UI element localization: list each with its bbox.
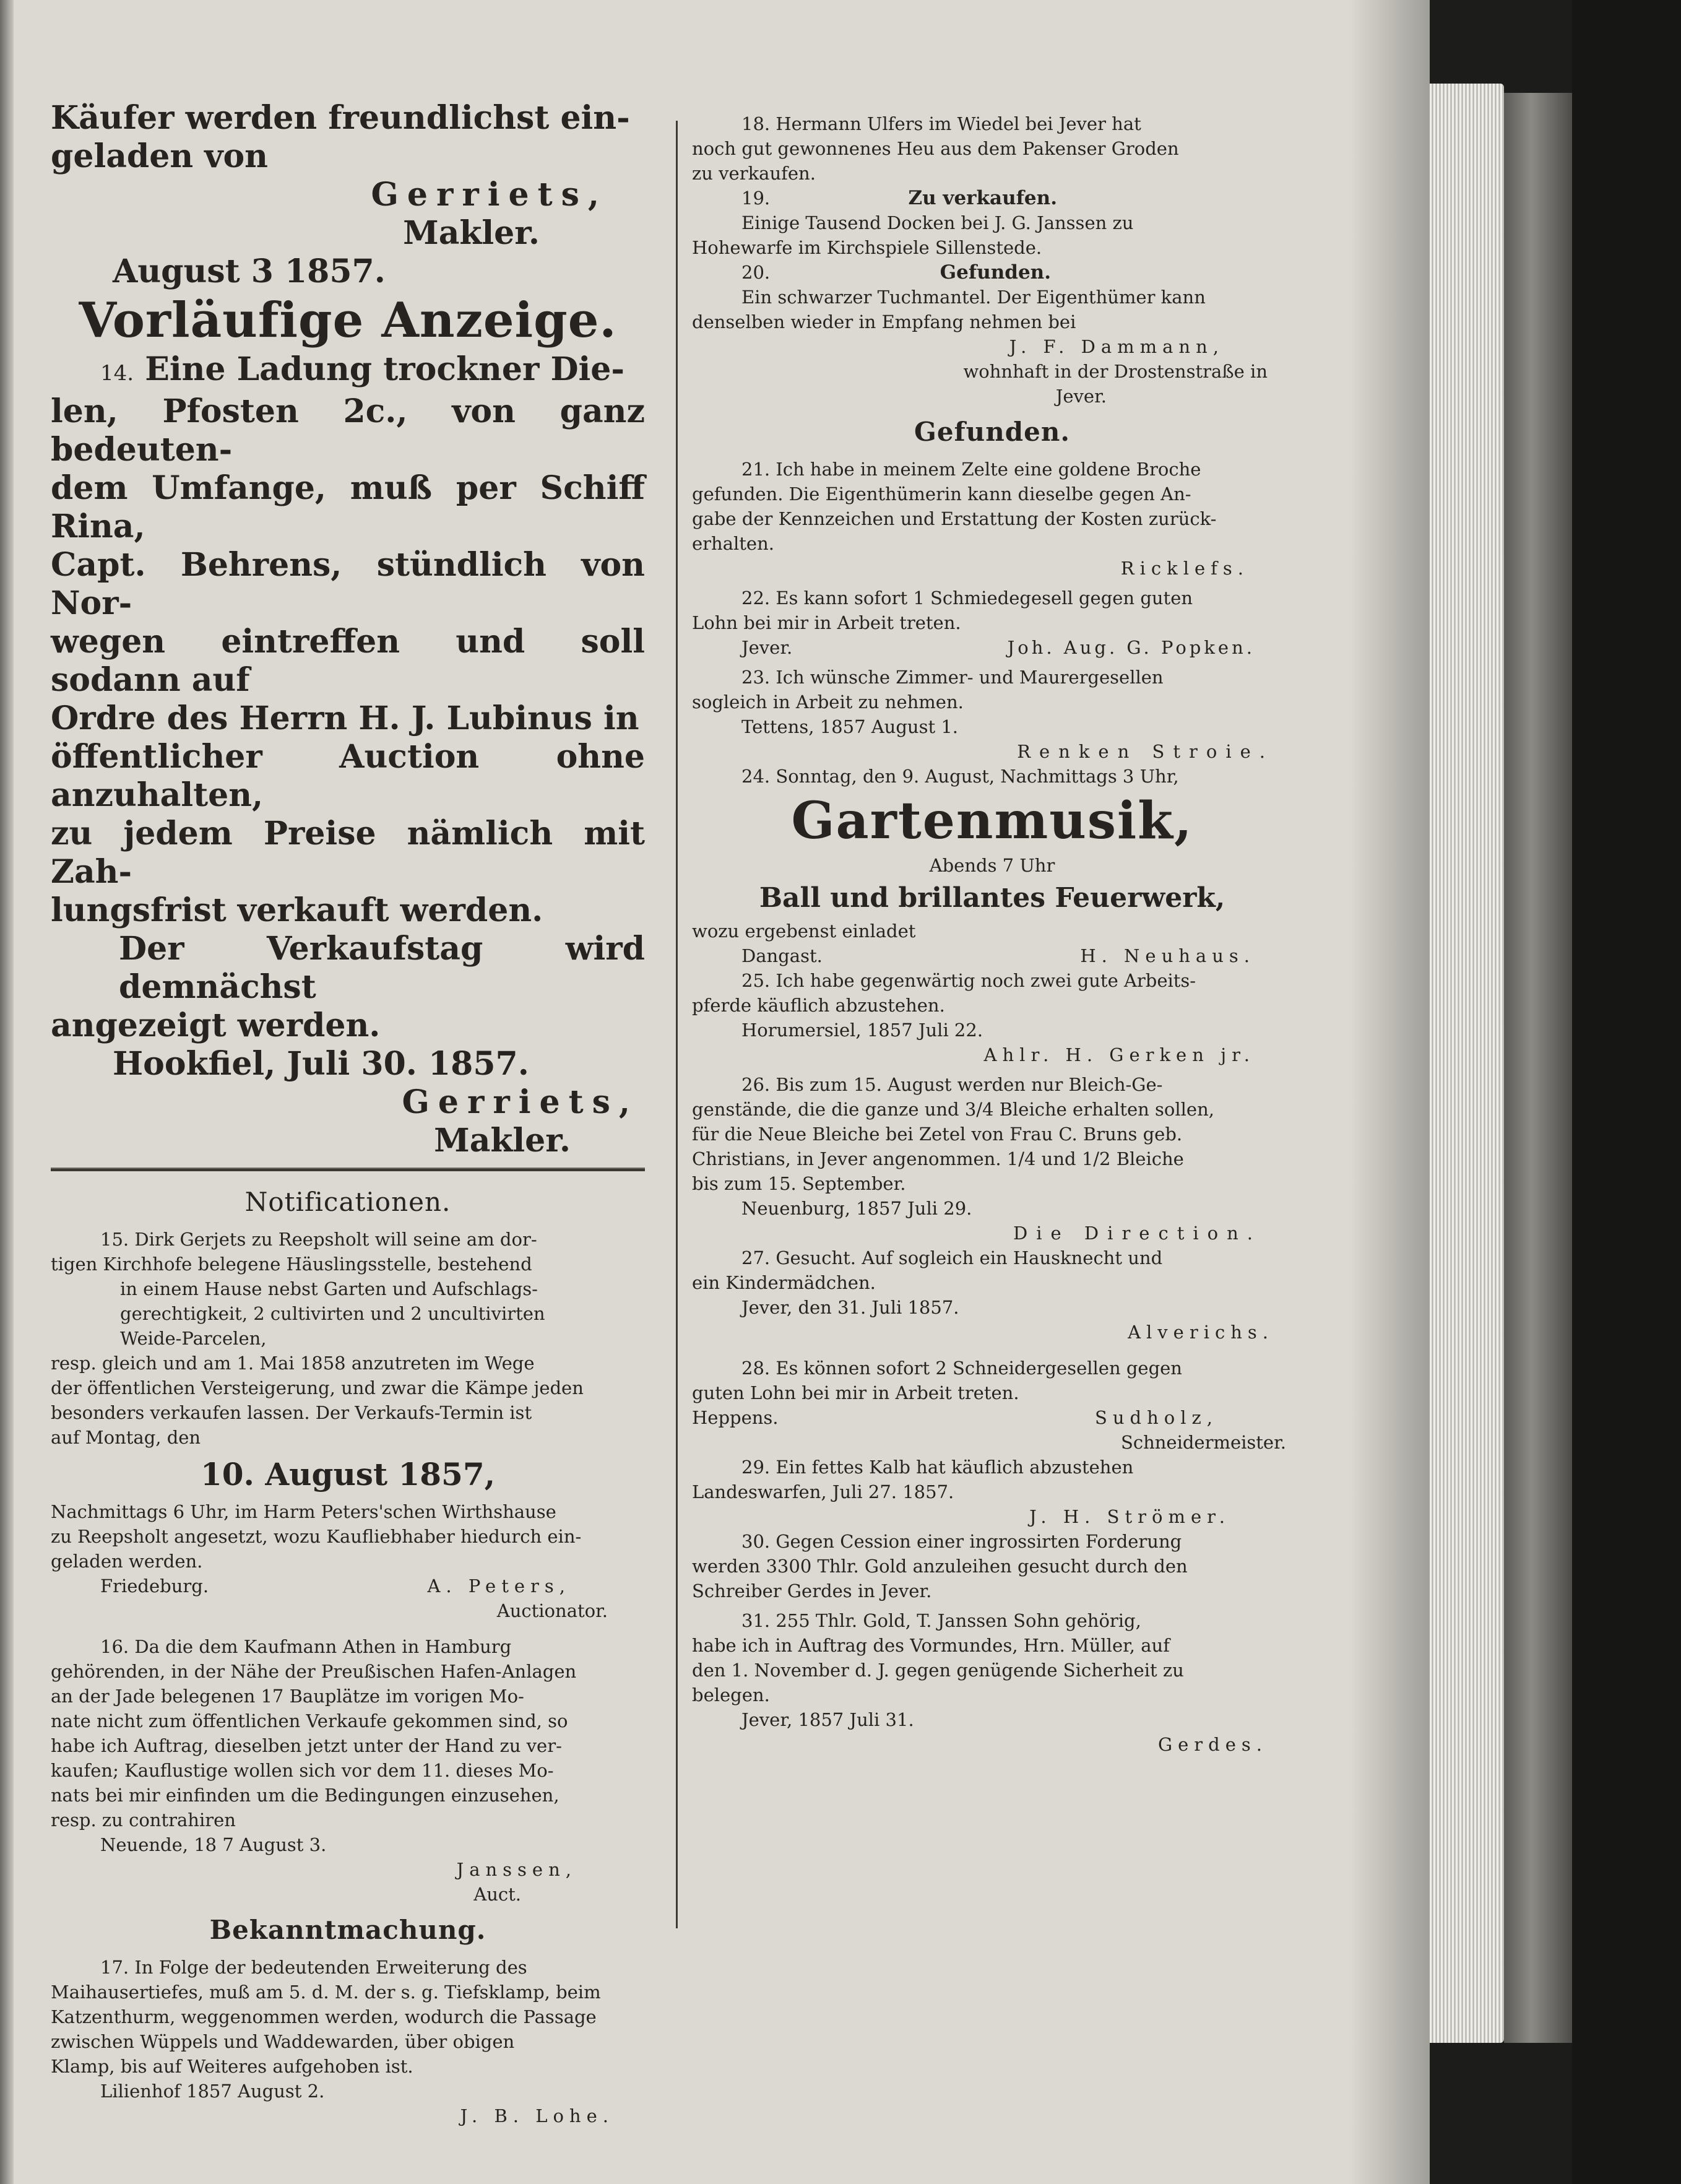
n19-line-2: Hohewarfe im Kirchspiele Sillenstede. [692, 237, 1042, 258]
n26-line-3: für die Neue Bleiche bei Zetel von Frau C. Bruns geb. [692, 1124, 1183, 1145]
n15-line-4: gerechtigkeit, 2 cultivirten und 2 uncultivirten [120, 1303, 545, 1324]
n20-heading: Gefunden. [940, 261, 1051, 284]
n30-line-2: werden 3300 Thlr. Gold anzuleihen gesucht durch den [692, 1556, 1188, 1577]
n16-line-4: nate nicht zum öffentlichen Verkaufe gekommen sind, so [51, 1710, 568, 1731]
n23-place-date: Tettens, 1857 August 1. [741, 716, 959, 737]
n17-place-date: Lilienhof 1857 August 2. [100, 2081, 325, 2102]
n27-signature: Alverichs. [1128, 1322, 1274, 1343]
n15-line-12: geladen werden. [51, 1551, 203, 1572]
broker-title: Makler. [403, 214, 540, 252]
n15-line-8: besonders verkaufen lassen. Der Verkaufs-Termin ist [51, 1402, 532, 1423]
n26-line-5: bis zum 15. September. [692, 1173, 906, 1194]
gutter-shadow [1349, 0, 1430, 2184]
n28-signature-row [692, 1405, 1292, 1430]
n21-line-3: gabe der Kennzeichen und Erstattung der Kosten zurück- [692, 508, 1217, 529]
n16-line-5: habe ich Auftrag, dieselben jetzt unter der Hand zu ver- [51, 1735, 562, 1756]
n27-place-date: Jever, den 31. Juli 1857. [741, 1297, 959, 1318]
n16-line-6: kaufen; Kauflustige wollen sich vor dem 11. dieses Mo- [51, 1760, 554, 1781]
n14-number: 14. [100, 361, 134, 386]
n15-signature-title: Auctionator. [496, 1600, 608, 1621]
n28-place: Heppens. [692, 1407, 779, 1428]
n14-line-11: angezeigt werden. [51, 1007, 381, 1044]
notice-date: August 3 1857. [113, 253, 386, 290]
broker-name: Gerriets, [371, 176, 608, 214]
n29-line-1: 29. Ein fettes Kalb hat käuflich abzustehen [741, 1457, 1134, 1478]
n20-line-1: Ein schwarzer Tuchmantel. Der Eigenthümer kann [741, 287, 1206, 308]
n25-place-date: Horumersiel, 1857 Juli 22. [741, 1020, 983, 1041]
n26-line-2: genstände, die die ganze und 3/4 Bleiche erhalten sollen, [692, 1099, 1214, 1120]
n14-line-5: wegen eintreffen und soll sodann auf [51, 623, 645, 699]
n17-line-2: Maihausertiefes, muß am 5. d. M. der s. g. Tiefsklamp, beim [51, 1982, 601, 2003]
n29-line-2: Landeswarfen, Juli 27. 1857. [692, 1481, 954, 1502]
n14-text-1: Eine Ladung trockner Die- [145, 350, 624, 388]
n24-place: Dangast. [741, 945, 823, 966]
n26-place-date: Neuenburg, 1857 Juli 29. [741, 1198, 972, 1219]
n16-line-8: resp. zu contrahiren [51, 1809, 236, 1831]
n26-signature: Die Direction. [1013, 1223, 1261, 1244]
n14-signature-title: Makler. [434, 1122, 571, 1159]
n31-signature: Gerdes. [1157, 1734, 1268, 1755]
n31-line-4: belegen. [692, 1684, 770, 1705]
n24-ball-feuerwerk: Ball und brillantes Feuerwerk, [759, 882, 1225, 914]
n24-line-4: wozu ergebenst einladet [692, 921, 916, 942]
n18-line-3: zu verkaufen. [692, 163, 816, 184]
n15-signature-row [51, 1574, 645, 1598]
n16-signature: Janssen, [456, 1859, 577, 1880]
n24-line-1: 24. Sonntag, den 9. August, Nachmittags 3 Uhr, [741, 766, 1179, 787]
n20-line-2: denselben wieder in Empfang nehmen bei [692, 311, 1076, 332]
n14-line-9: lungsfrist verkauft werden. [51, 891, 543, 929]
n20-heading-row [692, 260, 1292, 285]
n24-signature-row [692, 943, 1292, 968]
n18-line-1: 18. Hermann Ulfers im Wiedel bei Jever hat [741, 113, 1141, 134]
n15-line-1: 15. Dirk Gerjets zu Reepsholt will seine am dor- [100, 1229, 537, 1250]
n15-line-11: zu Reepsholt angesetzt, wozu Kaufliebhaber hiedurch ein- [51, 1526, 582, 1547]
n28-line-1: 28. Es können sofort 2 Schneidergesellen gegen [741, 1358, 1182, 1379]
n14-line-4: Capt. Behrens, stündlich von Nor- [51, 546, 645, 622]
n16-line-1: 16. Da die dem Kaufmann Athen in Hamburg [100, 1636, 512, 1657]
intro-line-2: geladen von [51, 137, 268, 175]
n28-line-2: guten Lohn bei mir in Arbeit treten. [692, 1382, 1019, 1403]
n15-line-5: Weide-Parcelen, [120, 1328, 267, 1349]
section-title-bekanntmachung: Bekanntmachung. [209, 1915, 486, 1945]
column-divider [676, 121, 678, 1928]
n15-line-3: in einem Hause nebst Garten und Aufschlags- [120, 1278, 538, 1299]
n21-line-2: gefunden. Die Eigenthümerin kann dieselbe gegen An- [692, 483, 1191, 505]
n14-signature: Gerriets, [402, 1083, 639, 1121]
n20-line-4: Jever. [1055, 386, 1107, 407]
n24-signature: H. Neuhaus. [1080, 945, 1255, 966]
page-edge-shadow [0, 0, 14, 2184]
n19-heading-row [692, 186, 1292, 210]
n22-place: Jever. [741, 637, 793, 658]
n17-signature: J. B. Lohe. [460, 2105, 614, 2126]
n31-line-3: den 1. November d. J. gegen genügende Sicherheit zu [692, 1660, 1184, 1681]
headline-vorlaeufige-anzeige: Vorläufige Anzeige. [79, 292, 617, 349]
right-column [692, 111, 1292, 1757]
n23-line-1: 23. Ich wünsche Zimmer- und Maurergesellen [741, 667, 1164, 688]
n22-signature: Joh. Aug. G. Popken. [1007, 637, 1255, 658]
n14-line-6: Ordre des Herrn H. J. Lubinus in [51, 700, 639, 737]
section-title-gefunden: Gefunden. [914, 417, 1070, 447]
n15-signature: A. Peters, [427, 1575, 571, 1597]
n17-line-3: Katzenthurm, weggenommen werden, wodurch die Passage [51, 2006, 597, 2027]
n31-line-1: 31. 255 Thlr. Gold, T. Janssen Sohn gehörig, [741, 1610, 1141, 1631]
n28-signature: Sudholz, [1094, 1407, 1218, 1428]
n26-line-4: Christians, in Jever angenommen. 1/4 und 1/2 Bleiche [692, 1148, 1184, 1169]
intro-line-1: Käufer werden freundlichst ein- [51, 99, 630, 137]
n25-signature: Ahlr. H. Gerken jr. [983, 1044, 1255, 1065]
n21-line-4: erhalten. [692, 533, 774, 554]
n17-line-5: Klamp, bis auf Weiteres aufgehoben ist. [51, 2056, 413, 2077]
n14-line-8: zu jedem Preise nämlich mit Zah- [51, 815, 645, 891]
n15-line-9: auf Montag, den [51, 1427, 201, 1448]
n20-number: 20. [741, 262, 771, 283]
n31-place-date: Jever, 1857 Juli 31. [741, 1709, 914, 1730]
n30-line-1: 30. Gegen Cession einer ingrossirten Forderung [741, 1531, 1182, 1552]
left-column [51, 99, 645, 2128]
n14-line-2: len, Pfosten 2c., von ganz bedeuten- [51, 392, 645, 469]
n21-signature: Ricklefs. [1120, 558, 1249, 579]
n15-line-10: Nachmittags 6 Uhr, im Harm Peters'schen Wirthshause [51, 1501, 556, 1522]
n14-line-10: Der Verkaufstag wird demnächst [119, 930, 645, 1006]
book-page-edges [1430, 84, 1504, 2043]
n22-line-1: 22. Es kann sofort 1 Schmiedegesell gegen guten [741, 587, 1193, 609]
n16-line-7: nats bei mir einfinden um die Bedingungen einzusehen, [51, 1785, 560, 1806]
n24-line-2: Abends 7 Uhr [929, 855, 1055, 876]
n27-line-2: ein Kindermädchen. [692, 1272, 876, 1293]
n26-line-1: 26. Bis zum 15. August werden nur Bleich-Ge- [741, 1074, 1163, 1095]
n14-line-7: öffentlicher Auction ohne anzuhalten, [51, 738, 645, 814]
n14-line-3: dem Umfange, muß per Schiff Rina, [51, 469, 645, 545]
scan-background [1572, 0, 1681, 2184]
n25-line-1: 25. Ich habe gegenwärtig noch zwei gute Arbeits- [741, 970, 1196, 991]
n16-line-2: gehörenden, in der Nähe der Preußischen Hafen-Anlagen [51, 1661, 577, 1682]
n15-line-6: resp. gleich und am 1. Mai 1858 anzutreten im Wege [51, 1353, 535, 1374]
n20-line-3: wohnhaft in der Drostenstraße in [963, 361, 1268, 382]
n22-signature-row [692, 635, 1292, 660]
n22-line-2: Lohn bei mir in Arbeit treten. [692, 612, 961, 633]
n29-signature: J. H. Strömer. [1029, 1506, 1230, 1527]
section-rule [51, 1168, 645, 1171]
n16-signature-title: Auct. [473, 1884, 521, 1905]
n30-line-3: Schreiber Gerdes in Jever. [692, 1580, 932, 1601]
n14-line-1 [51, 350, 645, 392]
n15-auction-date: 10. August 1857, [200, 1456, 496, 1493]
n25-line-2: pferde käuflich abzustehen. [692, 995, 945, 1016]
n28-signature-title: Schneidermeister. [1120, 1432, 1286, 1453]
n27-line-1: 27. Gesucht. Auf sogleich ein Hausknecht und [741, 1247, 1163, 1268]
book-cover-board [1504, 93, 1572, 2043]
n16-line-3: an der Jade belegenen 17 Bauplätze im vorigen Mo- [51, 1686, 524, 1707]
n23-signature: Renken Stroie. [1017, 741, 1274, 762]
n31-line-2: habe ich in Auftrag des Vormundes, Hrn. Müller, auf [692, 1635, 1170, 1656]
n15-place: Friedeburg. [100, 1575, 209, 1597]
n21-line-1: 21. Ich habe in meinem Zelte eine goldene Broche [741, 459, 1201, 480]
n20-signature: J. F. Dammann, [1009, 336, 1224, 357]
n17-line-1: 17. In Folge der bedeutenden Erweiterung des [100, 1957, 527, 1978]
n17-line-4: zwischen Wüppels und Waddewarden, über obigen [51, 2031, 515, 2052]
n15-line-7: der öffentlichen Versteigerung, und zwar die Kämpe jeden [51, 1377, 584, 1398]
n19-line-1: Einige Tausend Docken bei J. G. Janssen zu [741, 212, 1134, 233]
n18-line-2: noch gut gewonnenes Heu aus dem Pakenser Groden [692, 138, 1179, 159]
n16-place-date: Neuende, 18 7 August 3. [100, 1834, 327, 1855]
n23-line-2: sogleich in Arbeit zu nehmen. [692, 691, 964, 713]
n14-place-date: Hookfiel, Juli 30. 1857. [113, 1045, 529, 1083]
section-title-notificationen: Notificationen. [244, 1187, 451, 1217]
n24-gartenmusik: Gartenmusik, [791, 791, 1193, 851]
n19-number: 19. [741, 188, 771, 209]
n15-line-2: tigen Kirchhofe belegene Häuslingsstelle, bestehend [51, 1254, 532, 1275]
n19-heading: Zu verkaufen. [908, 187, 1057, 209]
